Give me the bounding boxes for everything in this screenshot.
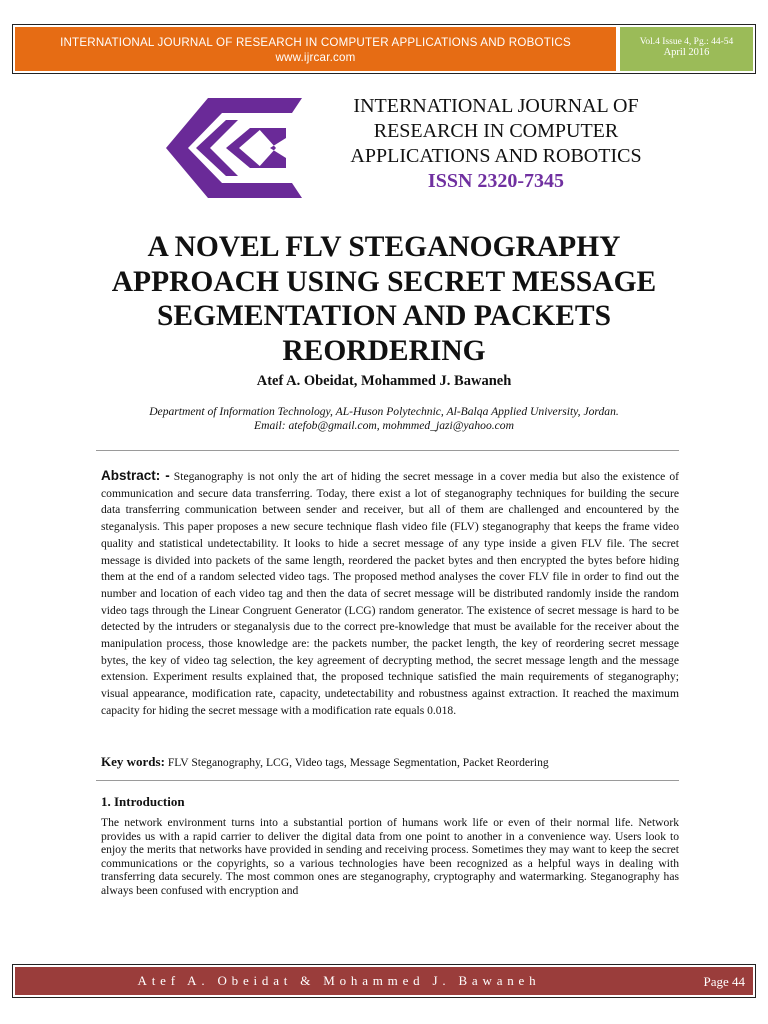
paper-title-line-1: A NOVEL FLV STEGANOGRAPHY [147, 231, 621, 263]
journal-name-line-1: INTERNATIONAL JOURNAL OF [353, 95, 639, 117]
separator-line-bottom [96, 780, 679, 781]
paper-title-line-4: REORDERING [282, 334, 486, 367]
footer-bar [15, 967, 753, 995]
volume-issue-pages: Vol.4 Issue 4, Pg.: 44-54 [639, 37, 734, 47]
issn-number: ISSN 2320-7345 [427, 170, 565, 192]
paper-title-line-2: APPROACH USING SECRET MESSAGE [111, 265, 657, 298]
keywords-text: FLV Steganography, LCG, Video tags, Message Segmentation, Packet Reordering [167, 756, 549, 769]
paper-authors: Atef A. Obeidat, Mohammed J. Bawaneh [256, 373, 512, 389]
author-emails: Email: atefob@gmail.com, mohmmed_jazi@yahoo.com [254, 418, 514, 432]
volume-info-box [620, 27, 753, 71]
journal-logo-icon [166, 98, 302, 198]
journal-name-line-2: RESEARCH IN COMPUTER [373, 120, 619, 142]
abstract-label: Abstract: - [101, 468, 170, 483]
journal-name-line-3: APPLICATIONS AND ROBOTICS [350, 145, 642, 167]
keywords-label: Key words: [101, 754, 165, 769]
keywords-section [101, 752, 679, 773]
journal-header-banner [15, 27, 616, 71]
page-number: Page 44 [703, 974, 745, 989]
journal-header-title: INTERNATIONAL JOURNAL OF RESEARCH IN COMPUTER APPLICATIONS AND ROBOTICS [60, 36, 571, 49]
introduction-heading: 1. Introduction [101, 794, 185, 809]
abstract-section [101, 468, 679, 720]
abstract-text: Steganography is not only the art of hiding the secret message in a cover media but also the existence of communication and secure data transferring. Today, there exist a lot of steganography techniques for building the secure data transferring communication between sender and receiver, but all of them are challenged and encountered by the steganalysis. This paper proposes a new secure technique flash video file (FLV) steganography that keeps the frame video quality and statistical undetectability. It looks to hide a secret message of any type inside a given FLV file. The secret message is divided into packets of the same length, reordered the packet bytes and then encrypted the bytes before hiding them at the end of a random selected video tags. The proposed method analyses the cover FLV file in order to find out the number and location of each video tag and then the data of secret message will be distributed randomly inside the random video tags through the Linear Congruent Generator (LCG) random generator. The existence of secret message is hard to be detected by the intruders or steganalysis due to the correct pre-knowledge that must be available for the receiver about the manipulation process, those knowledge are: the packets number, the packet length, the key of reordering secret message bytes, the key of video tag selection, the key agreement of decrypting method, the secret message length and the message extension. Experiment results explained that, the proposed technique satisfied the main requirements of steganography; visual appearance, modification rate, capacity, undetectability and robustness against extraction. It reached the maximum capacity for hiding the secret message with a modification rate equals 0.018. [101, 470, 679, 717]
journal-website-link[interactable]: www.ijrcar.com [275, 51, 356, 64]
journal-name-block [318, 94, 674, 194]
affiliation: Department of Information Technology, AL-Huson Polytechnic, Al-Balqa Applied University, Jordan. [149, 405, 619, 418]
paper-title-line-3: SEGMENTATION AND PACKETS [156, 300, 612, 332]
separator-line-top [96, 450, 679, 451]
introduction-text: The network environment turns into a substantial portion of humans work life or even of their normal life. Network provides us with a rapid carrier to deliver the digital data from one point to another in a convenience way. Users look to enjoy the merits that networks have provided in sending and receiving process. Sometimes they may want to keep the secret communications or the copyrights, so a various technologies have been recognized as a helpful ways in dealing with transferring data securely. The most common ones are steganography, cryptography and watermarking. Steganography has always been confused with encryption and [101, 816, 679, 897]
footer-authors: Atef A. Obeidat & Mohammed J. Bawaneh [137, 973, 541, 988]
paper-title [60, 230, 708, 368]
issue-date: April 2016 [663, 47, 710, 58]
author-affiliation-block [80, 405, 688, 432]
